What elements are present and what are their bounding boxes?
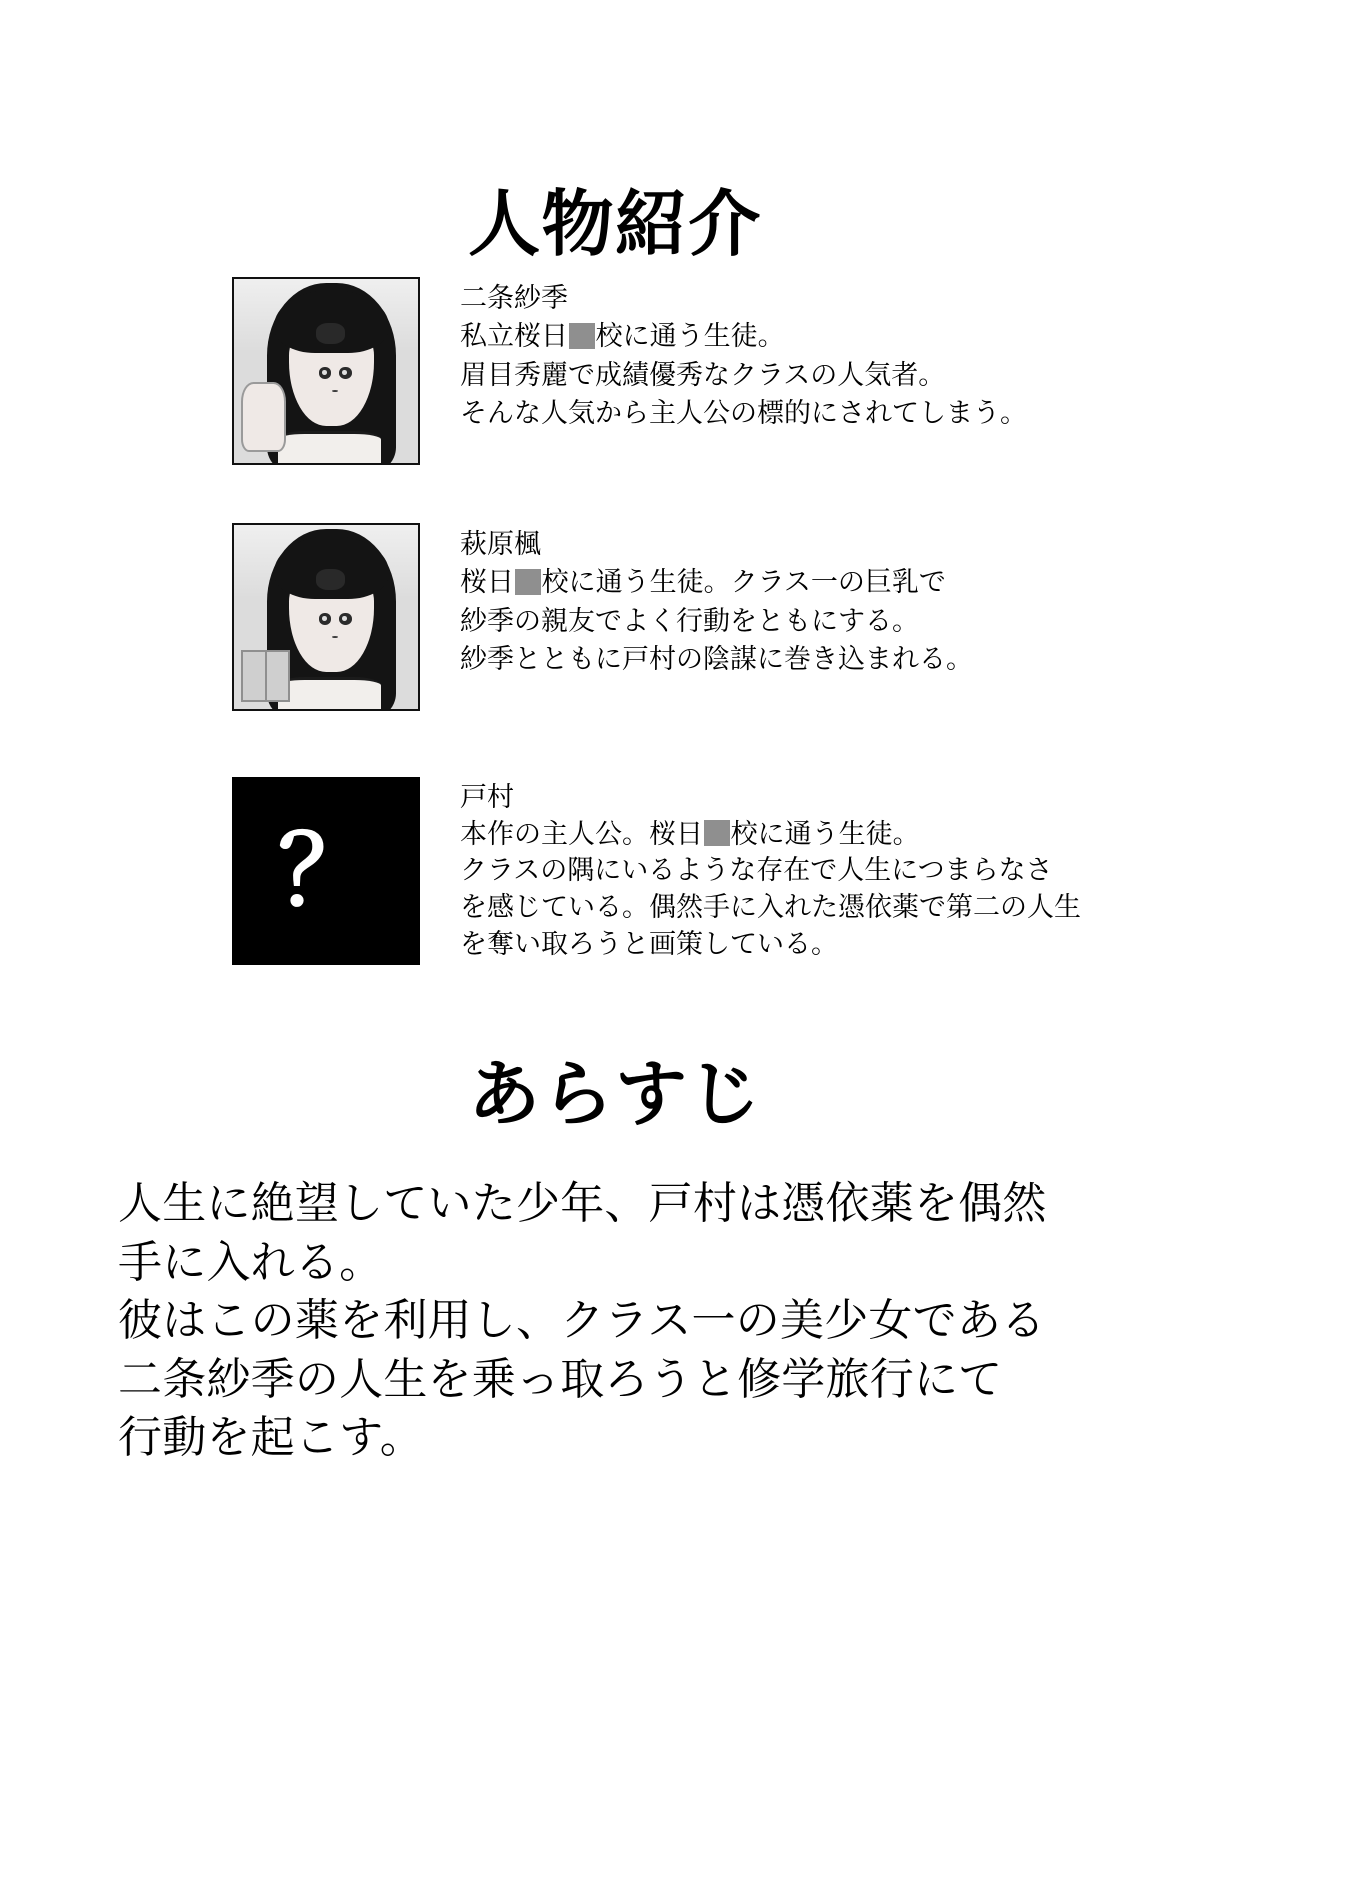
- synopsis-text: [118, 1175, 1248, 1468]
- synopsis-line: 手に入れる。: [118, 1237, 384, 1287]
- synopsis-line: 彼はこの薬を利用し、クラス一の美少女である: [118, 1296, 1046, 1346]
- description-text-post: 校に通う生徒。: [595, 321, 785, 352]
- character-description-line: 紗季の親友でよく行動をともにする。: [460, 605, 919, 636]
- portrait-eye-right: [339, 367, 352, 379]
- portrait-collar: [278, 677, 381, 709]
- character-description-line: 眉目秀麗で成績優秀なクラスの人気者。: [460, 359, 946, 390]
- portrait-mouth: [332, 390, 339, 392]
- description-text-pre: 本作の主人公。桜日: [460, 818, 703, 849]
- portrait-mouth: [332, 636, 339, 638]
- girl-portrait-sakuragi-icon: [232, 277, 420, 465]
- synopsis-line: 行動を起こす。: [118, 1413, 425, 1463]
- character-name: 戸村: [460, 782, 514, 812]
- redaction-block-icon: [569, 323, 595, 349]
- description-text-pre: 桜日: [460, 567, 514, 598]
- character-text-block: [460, 523, 973, 678]
- characters-section-heading: 人物紹介: [468, 181, 762, 267]
- story-section-heading: あらすじ: [468, 1051, 762, 1137]
- synopsis-line: 人生に絶望していた少年、戸村は憑依薬を偶然: [118, 1179, 1047, 1228]
- portrait-eye-left: [319, 613, 332, 625]
- redaction-block-icon: [515, 569, 541, 595]
- character-description-line: を奪い取ろうと画策している。: [460, 928, 838, 959]
- description-text-post: 校に通う生徒。: [730, 818, 920, 849]
- portrait-eye-left: [319, 367, 332, 379]
- character-entry: [232, 523, 973, 711]
- character-description-line: 紗季とともに戸村の陰謀に巻き込まれる。: [460, 643, 973, 674]
- description-text-post: 校に通う生徒。クラス一の巨乳で: [541, 567, 946, 598]
- character-description-line: を感じている。偶然手に入れた憑依薬で第二の人生: [460, 892, 1081, 923]
- character-description-line: [460, 317, 1027, 355]
- character-description-line: [460, 563, 973, 601]
- character-description-line: [460, 816, 1081, 853]
- unknown-portrait-icon: [232, 777, 420, 965]
- portrait-bangs: [274, 290, 388, 353]
- portrait-eye-right: [339, 613, 352, 625]
- portrait-collar: [278, 431, 381, 463]
- character-entry: [232, 777, 1081, 965]
- character-text-block: [460, 277, 1027, 432]
- girl-portrait-hagihara-icon: [232, 523, 420, 711]
- question-mark-icon: ？: [278, 814, 374, 927]
- character-description-line: そんな人気から主人公の標的にされてしまう。: [460, 397, 1027, 428]
- character-entry: [232, 277, 1027, 465]
- redaction-block-icon: [704, 820, 730, 846]
- character-description-line: クラスの隅にいるような存在で人生につまらなさ: [460, 855, 1053, 886]
- character-name: 萩原楓: [460, 529, 541, 559]
- character-name: 二条紗季: [460, 283, 568, 313]
- character-text-block: [460, 777, 1081, 963]
- portrait-bangs: [274, 536, 388, 599]
- portrait-window: [241, 650, 289, 702]
- synopsis-line: 二条紗季の人生を乗っ取ろうと修学旅行にて: [118, 1354, 1003, 1404]
- portrait-hand: [241, 382, 285, 452]
- description-text-pre: 私立桜日: [460, 321, 568, 352]
